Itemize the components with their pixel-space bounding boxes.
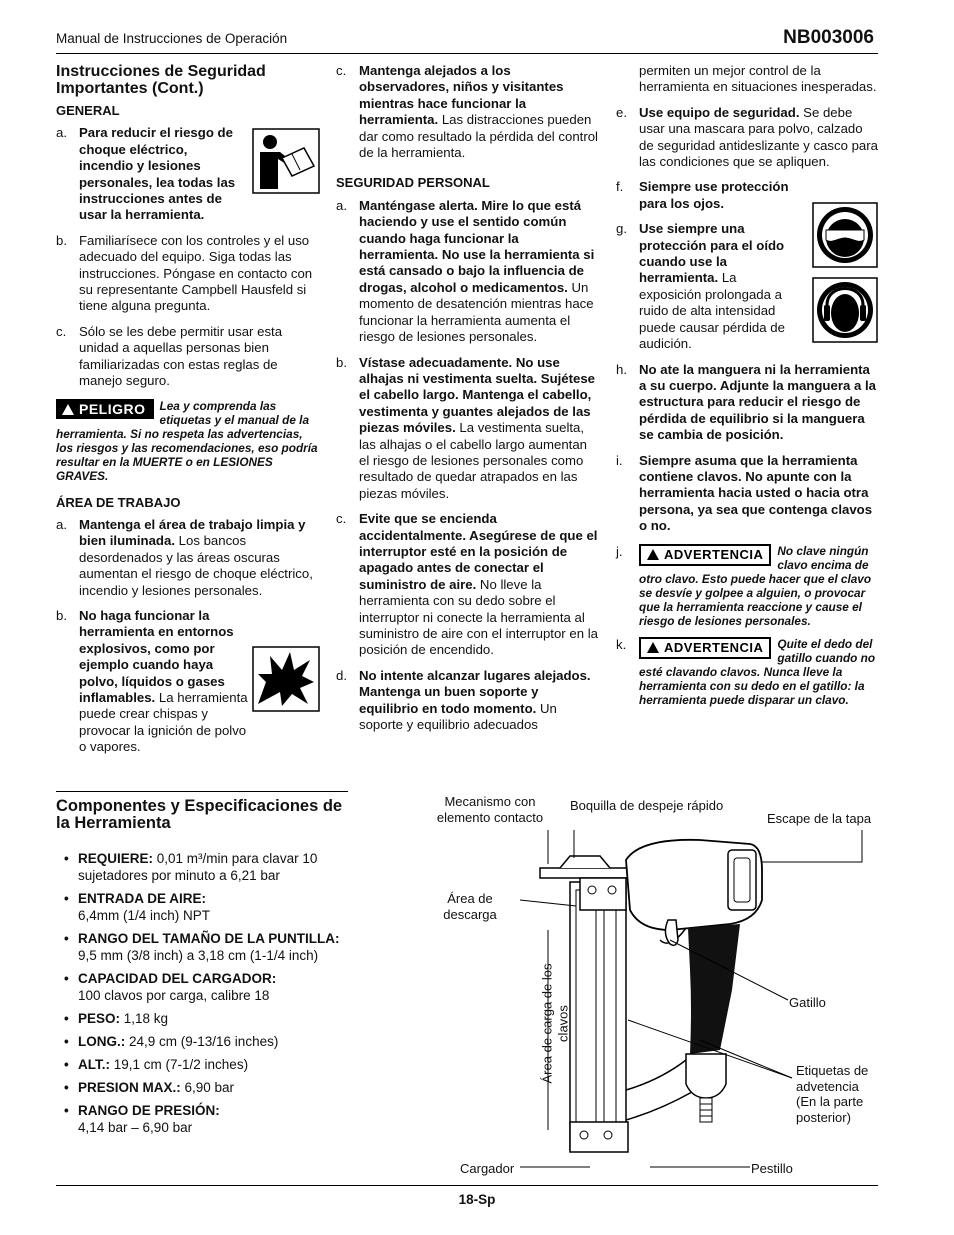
page-number: 18-Sp <box>458 1192 496 1207</box>
label-pestillo: Pestillo <box>751 1161 793 1176</box>
personal-item-d: d. No intente alcanzar lugares alejados. Mantenga un buen soporte y equilibrio en todo momento. Un soporte y equilibrio adecuados <box>336 667 591 733</box>
magazine-shape <box>570 882 626 1150</box>
spec-value: 1,18 kg <box>120 1011 169 1026</box>
spec-label: REQUIERE: <box>78 851 154 866</box>
personal-item-g: g. Use siempre una protección para el oído cuando use la herramienta. La exposición prolongada a ruido de alta intensidad puede causar pérdida de audición. <box>616 221 785 352</box>
bullet: • <box>64 1103 69 1118</box>
bullet: • <box>64 851 69 866</box>
section-rule <box>56 791 348 792</box>
general-item-a: a. Para reducir el riesgo de choque eléctrico, incendio y lesiones personales, lea todas las instrucciones antes de usar la herramienta. <box>56 125 236 223</box>
bullet: • <box>64 971 69 986</box>
personal-item-c: c. Evite que se encienda accidentalmente. Asegúrese de que el interruptor esté en la posición de apagado antes de conectar el suministro de aire. No lleve la herramienta con su dedo sobre el interruptor ni conecte la herramienta al suministro de aire con el interruptor en la posición de encendido. <box>336 511 598 658</box>
personal-item-e: e. Use equipo de seguridad. Se debe usar una mascara para polvo, calzado de seguridad antideslizante y casco para las condiciones que se apliquen. <box>616 104 878 170</box>
column-3 <box>616 63 880 716</box>
personal-item-b: b. Vístase adecuadamente. No use alhajas ni vestimenta suelta. Sujétese el cabello largo. Mantenga el cabello, vestimenta y guantes alejados de las piezas móviles. La vestimenta suelta, las alhajas o el cabello largo aumentan el riesgo de lesiones personales como resultado de quedar atrapados en las piezas móviles. <box>336 354 596 501</box>
bullet: • <box>64 931 69 946</box>
header-rule <box>56 53 878 54</box>
personal-item-j: j. ADVERTENCIA No clave ningún clavo encima de otro clavo. Esto puede hacer que el clavo se desvíe y golpee a alguien, o provocar que la herramienta reaccione y cause el riesgo de lesiones personales. <box>616 543 872 628</box>
spec-value: 0,01 m³/min para clavar 10 sujetadores por minuto a 6,21 bar <box>78 851 318 883</box>
spec-item <box>56 930 356 964</box>
spec-item <box>56 1033 356 1050</box>
spec-value: 6,4mm (1/4 inch) NPT <box>78 908 211 923</box>
explosion-icon <box>252 646 320 712</box>
safety-title: Instrucciones de Seguridad Importantes (Cont.) <box>56 63 266 97</box>
spec-label: RANGO DE PRESIÓN: <box>78 1103 220 1118</box>
specs-section <box>56 798 356 1142</box>
label-gatillo: Gatillo <box>789 995 826 1010</box>
personal-item-k: k. ADVERTENCIA Quite el dedo del gatillo cuando no esté clavando clavos. Nunca lleve la herramienta con su dedo en el gatillo: la herramienta puede disparar un clavo. <box>616 636 876 707</box>
spec-label: LONG.: <box>78 1034 126 1049</box>
work-item-c: c. Mantenga alejados a los observadores, niños y visitantes mientras hace funcionar la herramienta. Las distracciones pueden dar como resultado la pérdida del control de la herramienta. <box>336 63 598 161</box>
label-mecanismo: Mecanismo con elemento contacto <box>436 794 544 825</box>
bullet: • <box>64 891 69 906</box>
specs-title: Componentes y Especificaciones de la Herramienta <box>56 797 343 832</box>
peligro-warning: PELIGRO Lea y comprenda las etiquetas y el manual de la herramienta. Si no respeta las advertencias, los riesgos y las recomendaciones, eso podría resultar en la MUERTE o en LESIONES GRAVES. <box>56 398 318 483</box>
spec-label: PRESION MAX.: <box>78 1080 181 1095</box>
personal-item-f: f. Siempre use protección para los ojos. <box>616 179 789 211</box>
work-item-b: b. No haga funcionar la herramienta en entornos explosivos, como por ejemplo cuando haya polvo, líquidos o gases inflamables. La herramienta puede crear chispas y provocar la ignición de polvo o vapores. <box>56 607 248 755</box>
label-cargador: Cargador <box>460 1161 515 1176</box>
spec-label: ALT.: <box>78 1057 110 1072</box>
general-item-c: c. Sólo se les debe permitir usar esta unidad a aquellas personas bien familiarizadas con estas reglas de manejo seguro. <box>56 323 283 389</box>
spec-item <box>56 970 356 1004</box>
spec-label: RANGO DEL TAMAÑO DE LA PUNTILLA: <box>78 931 340 946</box>
read-manual-icon <box>252 128 320 194</box>
peligro-badge: PELIGRO <box>56 399 154 419</box>
personal-item-i: i. Siempre asuma que la herramienta contiene clavos. No apunte con la herramienta hacia usted o hacia otra persona, ya sea que contenga clavos o no. <box>616 452 873 534</box>
warning-triangle-icon <box>647 549 659 560</box>
personal-item-a: a. Manténgase alerta. Mire lo que está haciendo y use el sentido común cuando haga funcionar la herramienta. No use la herramienta si está cansado o bajo la influencia de drogas, alcohol o medicamentos. Un momento de desatención mientras hace funcionar la herramienta aumenta el riesgo de lesiones personales. <box>336 197 595 345</box>
personal-item-h: h. No ate la manguera ni la herramienta a su cuerpo. Adjunte la manguera a la estructura para reducir el riesgo de pérdida de equilibrio si la manguera se cambia de posición. <box>616 361 876 443</box>
bullet: • <box>64 1080 69 1095</box>
general-item-b: b. Familiarísece con los controles y el uso adecuado del equipo. Siga todas las instrucciones. Póngase en contacto con su representante Campbell Hausfeld si tiene alguna pregunta. <box>56 232 313 314</box>
spec-label: CAPACIDAD DEL CARGADOR: <box>78 971 277 986</box>
label-escape: Escape de la tapa <box>767 811 872 826</box>
spec-item <box>56 1010 356 1027</box>
spec-label: PESO: <box>78 1011 121 1026</box>
column-2 <box>336 63 598 742</box>
spec-item <box>56 890 356 924</box>
spec-item <box>56 1102 356 1136</box>
manual-title: Manual de Instrucciones de Operación <box>56 31 288 46</box>
spec-value: 19,1 cm (7-1/2 inches) <box>110 1057 249 1072</box>
spec-item <box>56 1079 356 1096</box>
bullet: • <box>64 1011 69 1026</box>
spec-item <box>56 850 356 884</box>
spec-label: ENTRADA DE AIRE: <box>78 891 206 906</box>
spec-value: 100 clavos por carga, calibre 18 <box>78 988 270 1003</box>
leader-escape <box>762 830 862 862</box>
bullet: • <box>64 1034 69 1049</box>
label-area-descarga: Área de descarga <box>443 891 497 922</box>
label-etiquetas: Etiquetas de advetencia (En la parte posterior) <box>796 1063 869 1125</box>
ear-protection-icon <box>812 277 878 343</box>
personal-item-d-cont: permiten un mejor control de la herramienta en situaciones inesperadas. <box>639 63 877 95</box>
general-heading: GENERAL <box>56 103 120 118</box>
label-boquilla: Boquilla de despeje rápido <box>570 798 724 813</box>
advertencia-badge: ADVERTENCIA <box>639 544 771 566</box>
personal-heading: SEGURIDAD PERSONAL <box>336 175 490 191</box>
advertencia-badge: ADVERTENCIA <box>639 637 771 659</box>
spec-value: 6,90 bar <box>180 1080 235 1095</box>
spec-value: 9,5 mm (3/8 inch) a 3,18 cm (1-1/4 inch) <box>78 948 319 963</box>
bullet: • <box>64 1057 69 1072</box>
specs-list <box>56 850 356 1136</box>
work-area-heading: ÁREA DE TRABAJO <box>56 494 181 510</box>
warning-triangle-icon <box>62 404 74 415</box>
model-number: NB003006 <box>783 27 874 48</box>
eye-protection-icon <box>812 202 878 268</box>
footer-rule <box>56 1185 878 1186</box>
label-area-carga: Área de carga de los clavos <box>539 963 570 1084</box>
spec-value: 24,9 cm (9-13/16 inches) <box>125 1034 279 1049</box>
warning-triangle-icon <box>647 642 659 653</box>
leader-area-descarga <box>520 900 576 906</box>
spec-value: 4,14 bar – 6,90 bar <box>78 1120 193 1135</box>
spec-item <box>56 1056 356 1073</box>
work-item-a: a. Mantenga el área de trabajo limpia y bien iluminada. Los bancos desordenados y las áreas oscuras aumentan el riesgo de choque eléctrico, incendio y lesiones personales. <box>56 516 313 598</box>
